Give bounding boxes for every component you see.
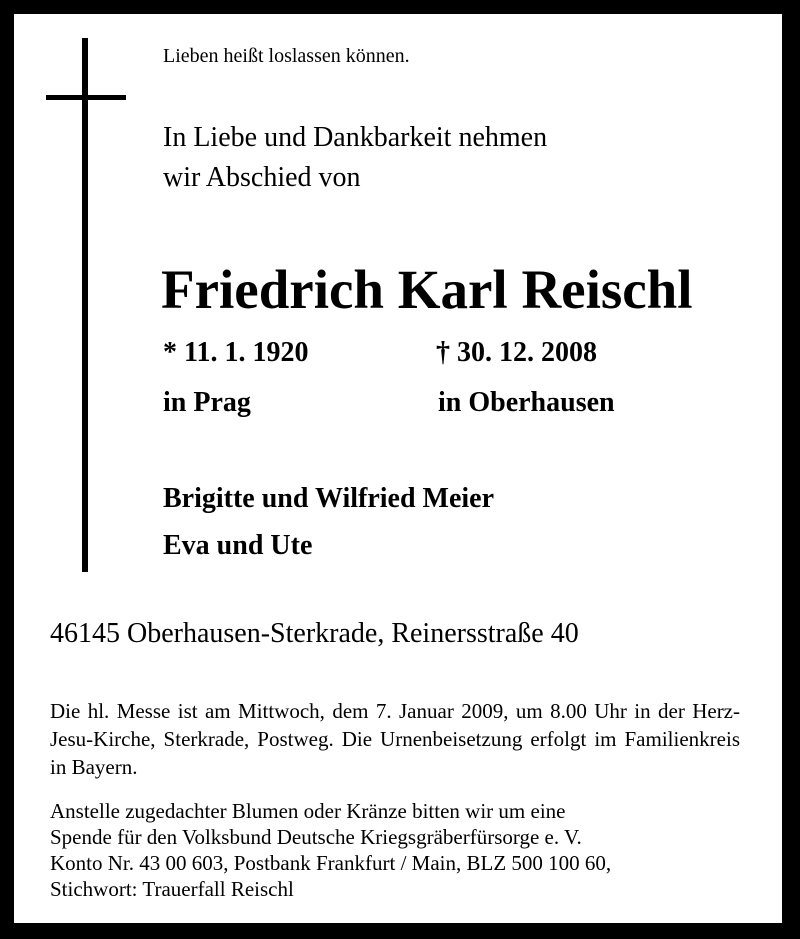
- mourner-names: Brigitte und Wilfried Meier: [163, 483, 495, 514]
- intro-line-2: wir Abschied von: [163, 162, 361, 193]
- death-place: in Oberhausen: [438, 387, 615, 418]
- donation-line: Anstelle zugedachter Blumen oder Kränze bitten wir um eine: [50, 799, 566, 823]
- cross-icon-vertical-bar: [82, 38, 88, 572]
- intro-line-1: In Liebe und Dankbarkeit nehmen: [163, 122, 548, 153]
- family-address: 46145 Oberhausen-Sterkrade, Reinersstraße 40: [50, 618, 579, 649]
- motto: Lieben heißt loslassen können.: [163, 45, 410, 67]
- donation-line: Stichwort: Trauerfall Reischl: [50, 877, 294, 901]
- mass-information: Die hl. Messe ist am Mittwoch, dem 7. Januar 2009, um 8.00 Uhr in der Herz-Jesu-Kirche, Sterkrade, Postweg. Die Urnenbeisetzung erfolgt im Familienkreis in Bayern.: [50, 699, 740, 779]
- donation-line: Spende für den Volksbund Deutsche Kriegsgräberfürsorge e. V.: [50, 825, 582, 849]
- deceased-name: Friedrich Karl Reischl: [161, 259, 693, 320]
- donation-request: [50, 798, 750, 902]
- donation-line: Konto Nr. 43 00 603, Postbank Frankfurt / Main, BLZ 500 100 60,: [50, 851, 612, 875]
- mourner-names: Eva und Ute: [163, 530, 313, 561]
- birth-date: * 11. 1. 1920: [163, 337, 309, 368]
- death-date: † 30. 12. 2008: [436, 337, 597, 368]
- cross-icon-horizontal-bar: [46, 95, 126, 100]
- birth-place: in Prag: [163, 387, 251, 418]
- intro-text: [163, 118, 547, 198]
